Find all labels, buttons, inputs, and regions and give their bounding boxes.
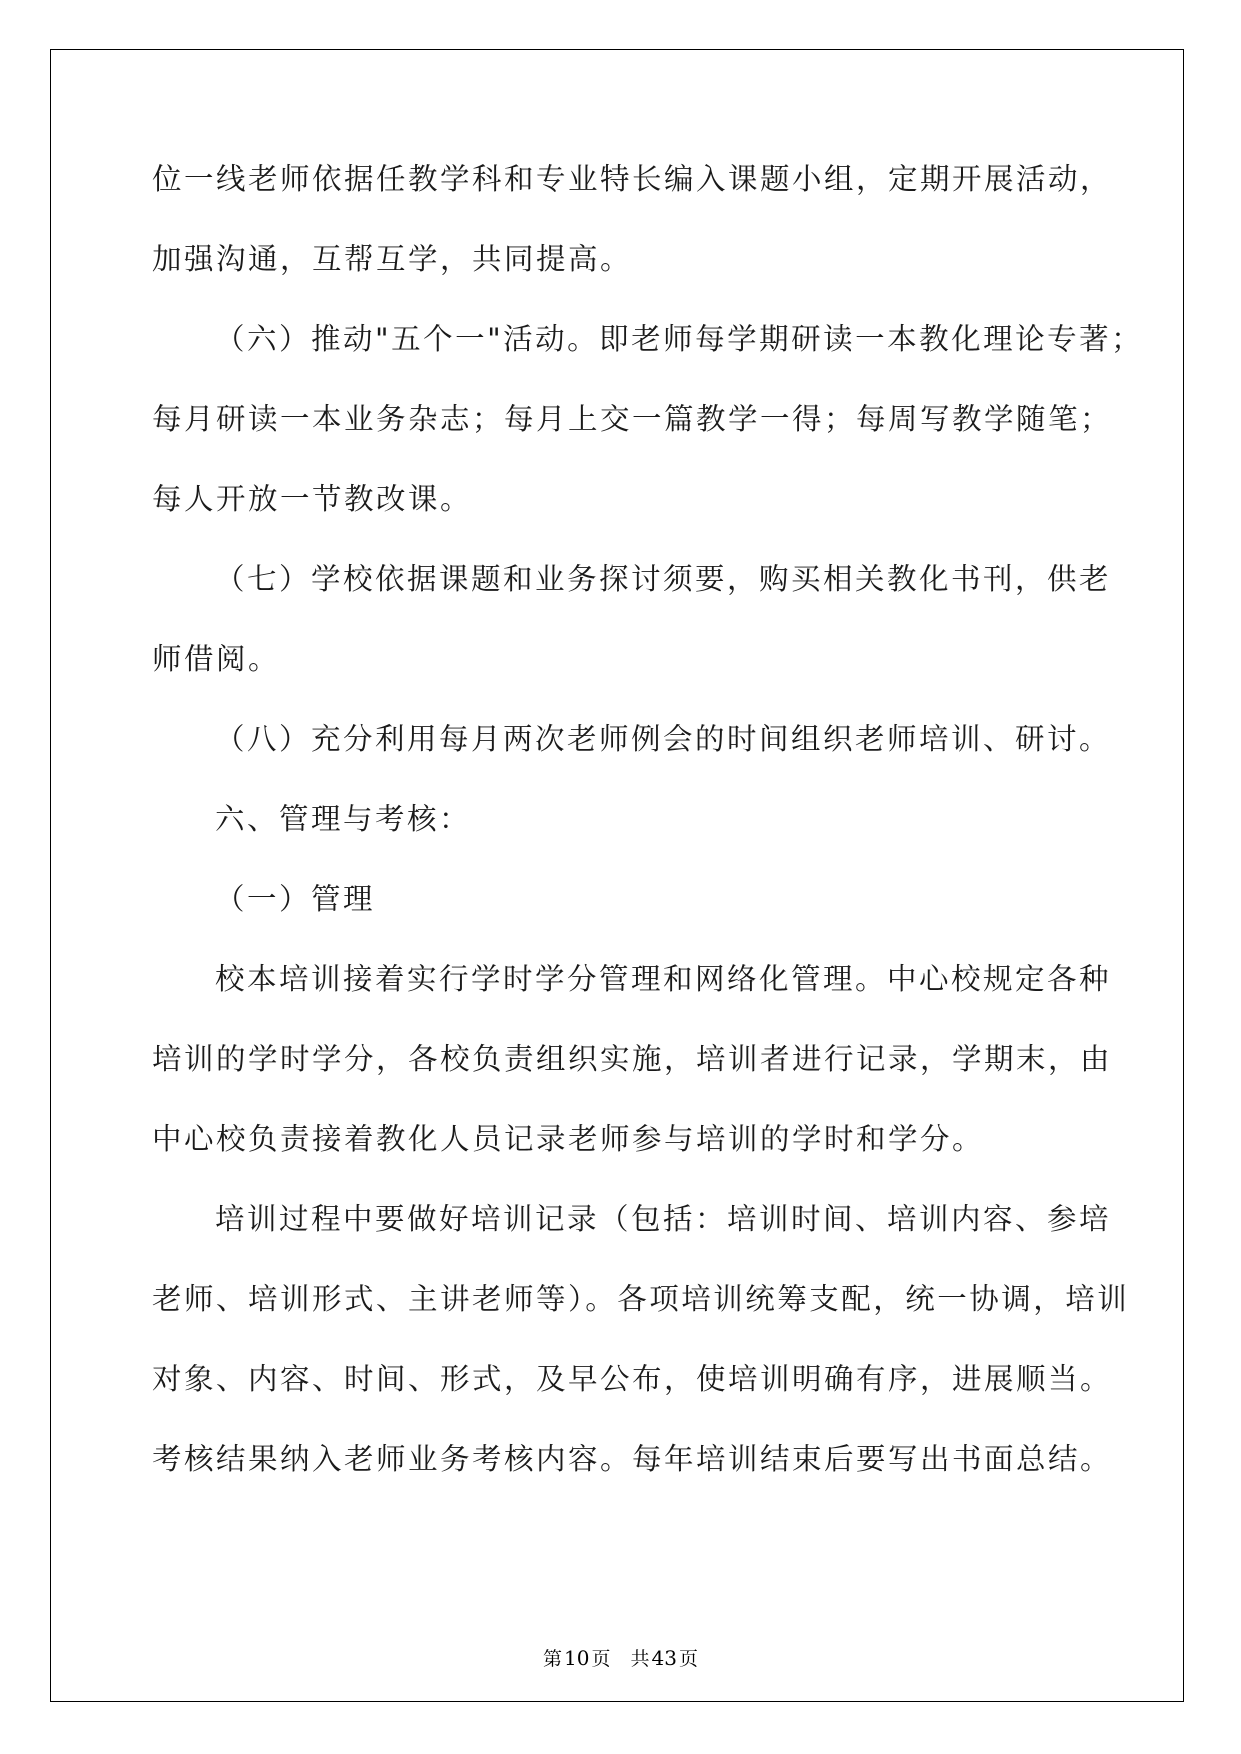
text-line: 校本培训接着实行学时学分管理和网络化管理。中心校规定各种 — [215, 962, 1112, 996]
text-line: 每人开放一节教改课。 — [152, 482, 473, 516]
text-line: （七）学校依据课题和业务探讨须要，购买相关教化书刊，供老 — [215, 562, 1112, 596]
text-line: 考核结果纳入老师业务考核内容。每年培训结束后要写出书面总结。 — [152, 1442, 1113, 1476]
text-line: （六）推动"五个一"活动。即老师每学期研读一本教化理论专著； — [215, 322, 1144, 356]
footer-total-pages: 43 — [651, 1646, 677, 1670]
footer-total-suffix: 页 — [678, 1648, 698, 1670]
text-line: （一）管理 — [215, 882, 376, 916]
text-line: 中心校负责接着教化人员记录老师参与培训的学时和学分。 — [152, 1122, 985, 1156]
text-line: 师借阅。 — [152, 642, 281, 676]
footer-page-suffix: 页 — [591, 1648, 611, 1670]
footer-page-number: 10 — [564, 1646, 590, 1670]
text-line: 六、管理与考核： — [215, 802, 472, 836]
page-footer — [0, 1644, 1241, 1671]
text-line: 老师、培训形式、主讲老师等）。各项培训统筹支配，统一协调，培训 — [152, 1282, 1130, 1316]
footer-total-prefix: 共 — [630, 1648, 650, 1670]
document-body — [152, 162, 1144, 1522]
text-line: 对象、内容、时间、形式，及早公布，使培训明确有序，进展顺当。 — [152, 1362, 1113, 1396]
text-line: （八）充分利用每月两次老师例会的时间组织老师培训、研讨。 — [215, 722, 1112, 756]
text-line: 位一线老师依据任教学科和专业特长编入课题小组，定期开展活动， — [152, 162, 1113, 196]
text-line: 培训过程中要做好培训记录（包括：培训时间、培训内容、参培 — [215, 1202, 1112, 1236]
footer-prefix: 第 — [543, 1648, 563, 1670]
text-line: 加强沟通，互帮互学，共同提高。 — [152, 242, 633, 276]
text-line: 培训的学时学分，各校负责组织实施，培训者进行记录，学期末，由 — [152, 1042, 1113, 1076]
text-line: 每月研读一本业务杂志；每月上交一篇教学一得；每周写教学随笔； — [152, 402, 1113, 436]
